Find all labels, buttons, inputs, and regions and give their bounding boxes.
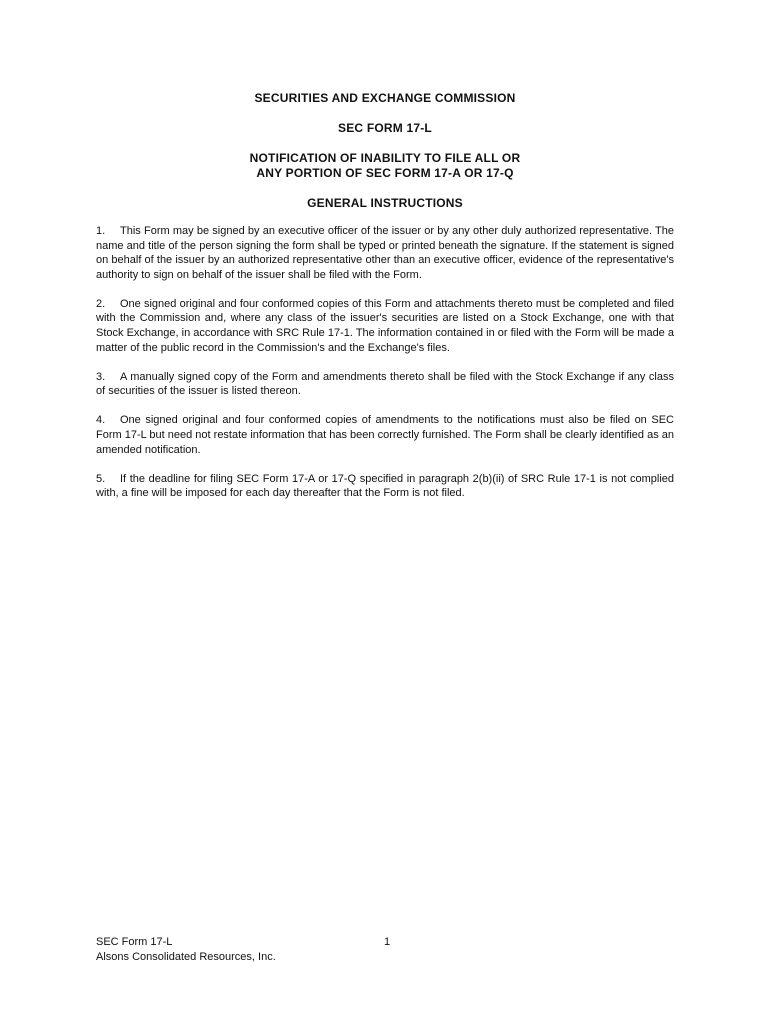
- instruction-item-5: [96, 472, 674, 501]
- section-heading: GENERAL INSTRUCTIONS: [307, 196, 463, 210]
- instruction-text: One signed original and four conformed copies of this Form and attachments thereto must be completed and filed with the Commission and, where any class of the issuer's securities are listed on a Stock Exchange, one with that Stock Exchange, in accordance with SRC Rule 17-1. The information contained in or filed with the Form will be made a matter of the public record in the Commission's and the Exchange's files.: [96, 297, 674, 354]
- instructions-list: [96, 224, 674, 515]
- form-title-line-1: NOTIFICATION OF INABILITY TO FILE ALL OR: [249, 151, 521, 165]
- form-title-line-2: ANY PORTION OF SEC FORM 17-A OR 17-Q: [256, 166, 514, 180]
- instruction-text: If the deadline for filing SEC Form 17-A or 17-Q specified in paragraph 2(b)(ii) of SRC Rule 17-1 is not complied with, a fine will be imposed for each day thereafter that the Form is not filed.: [96, 472, 674, 500]
- instruction-text: A manually signed copy of the Form and amendments thereto shall be filed with the Stock Exchange if any class of securities of the issuer is listed thereon.: [96, 370, 674, 398]
- form-number-heading: SEC FORM 17-L: [338, 121, 432, 135]
- instruction-item-3: [96, 370, 674, 399]
- instruction-number: 3.: [96, 370, 106, 383]
- instruction-number: 1.: [96, 225, 106, 237]
- instruction-text: One signed original and four conformed copies of amendments to the notifications must also be filed on SEC Form 17-L but need not restate information that has been correctly furnished. The Form shall be clearly identified as an amended notification.: [96, 414, 674, 456]
- footer-left: [96, 935, 276, 964]
- instruction-item-1: [96, 224, 674, 282]
- instruction-text: This Form may be signed by an executive officer of the issuer or by any other duly authorized representative. The name and title of the person signing the form shall be typed or printed beneath the signature. If the statement is signed on behalf of the issuer by an authorized representative other than an executive officer, evidence of the representative's authority to sign on behalf of the issuer shall be filed with the Form.: [96, 225, 674, 281]
- agency-heading: SECURITIES AND EXCHANGE COMMISSION: [254, 91, 516, 105]
- footer-form-label: SEC Form 17-L: [96, 936, 173, 948]
- instruction-number: 5.: [96, 472, 106, 485]
- page-number: 1: [384, 936, 391, 948]
- instruction-item-2: [96, 297, 674, 355]
- footer-company-name: Alsons Consolidated Resources, Inc.: [96, 950, 276, 963]
- form-title-heading: [96, 151, 674, 181]
- instruction-number: 4.: [96, 414, 106, 427]
- instruction-item-4: [96, 413, 674, 457]
- instruction-number: 2.: [96, 297, 106, 310]
